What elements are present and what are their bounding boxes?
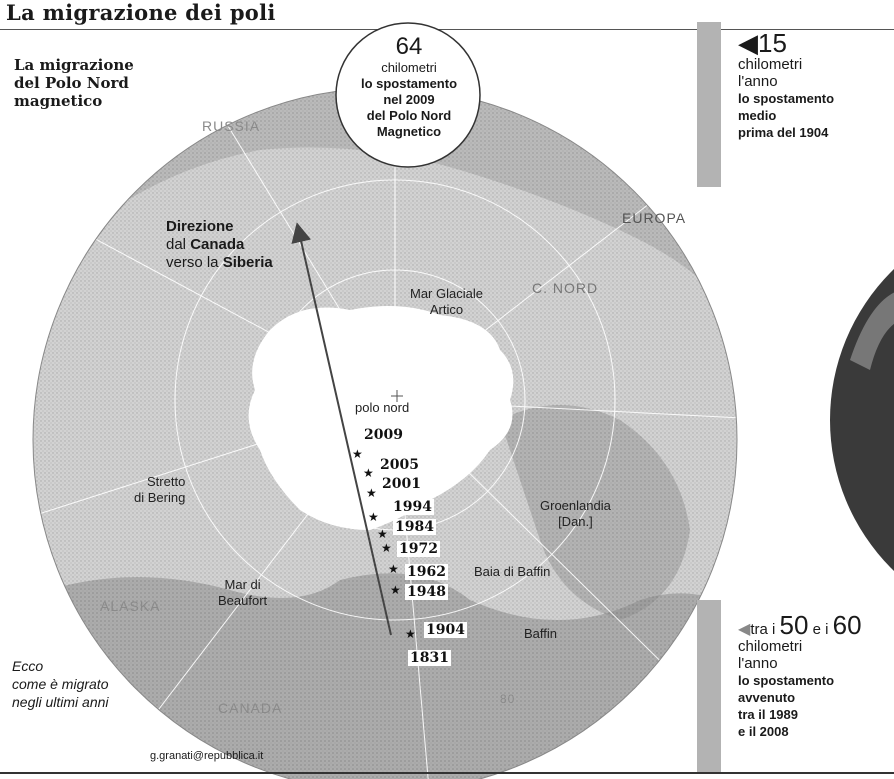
pole-star: ★ <box>390 583 401 597</box>
side-top-line: chilometri <box>738 56 803 73</box>
subtitle-line: magnetico <box>14 92 103 110</box>
side-top-line: l'anno <box>738 73 778 90</box>
direction-text: Siberia <box>222 254 273 271</box>
subtitle-line: del Polo Nord <box>14 74 129 92</box>
bubble-unit: chilometri <box>381 60 437 75</box>
side-bottom-line: avvenuto <box>738 690 796 705</box>
label-line: Artico <box>429 302 464 317</box>
label-latitude-80: 80 <box>500 692 516 706</box>
map-subtitle <box>14 56 184 110</box>
side-top-line: lo spostamento <box>738 91 835 106</box>
label-mar-beaufort <box>218 577 267 609</box>
label-groenlandia <box>540 498 611 530</box>
pole-star: ★ <box>388 562 399 576</box>
label-line: Beaufort <box>218 593 268 608</box>
side-top-line: medio <box>738 108 777 123</box>
label-stretto-bering <box>134 474 185 506</box>
year-label: 1972 <box>399 541 438 557</box>
label-baffin: Baffin <box>524 626 558 641</box>
bubble-line: del Polo Nord <box>366 108 452 123</box>
year-label: 1831 <box>410 650 449 666</box>
side-bottom-mid: e i <box>812 621 829 638</box>
bubble-line: Magnetico <box>376 124 442 139</box>
side-annotation-top <box>738 30 888 141</box>
side-bottom-line: l'anno <box>738 655 778 672</box>
year-label: 1984 <box>395 519 434 535</box>
side-annotation-bottom <box>738 612 894 740</box>
year-label: 2009 <box>364 427 403 443</box>
direction-line: Direzione <box>166 218 234 235</box>
side-bottom-n2: 60 <box>832 610 862 640</box>
pole-star: ★ <box>377 527 388 541</box>
side-bottom-line: tra il 1989 <box>738 707 798 722</box>
credit: g.granati@repubblica.it <box>150 750 264 762</box>
label-line: Stretto <box>147 474 186 489</box>
caption-line: Ecco <box>12 658 44 674</box>
right-globe <box>830 210 894 630</box>
caption-line: negli ultimi anni <box>12 694 109 710</box>
label-c-nord: C. NORD <box>532 280 599 296</box>
pole-star: ★ <box>405 627 416 641</box>
left-triangle-icon: ◀ <box>738 621 751 638</box>
year-label: 1994 <box>393 499 432 515</box>
pole-star: ★ <box>368 510 379 524</box>
side-bottom-line: chilometri <box>738 638 803 655</box>
direction-label <box>166 218 273 272</box>
direction-text: verso la <box>166 254 223 271</box>
label-russia: RUSSIA <box>202 118 261 134</box>
bubble-line: nel 2009 <box>383 92 435 107</box>
bottom-divider <box>0 772 894 774</box>
pole-star: ★ <box>366 486 377 500</box>
side-top-number: 15 <box>758 28 787 58</box>
label-line: di Bering <box>134 490 186 505</box>
side-bottom-line: e il 2008 <box>738 724 789 739</box>
caption-line: come è migrato <box>12 676 109 692</box>
year-label: 2001 <box>382 476 421 492</box>
bubble-number: 64 <box>395 33 423 60</box>
label-canada: CANADA <box>218 700 283 716</box>
year-label: 2005 <box>380 457 419 473</box>
label-line: Mar di <box>224 577 261 592</box>
rate-bar-bottom <box>697 600 721 772</box>
label-line: [Dan.] <box>558 514 593 529</box>
pole-star: ★ <box>363 466 374 480</box>
side-bottom-line: lo spostamento <box>738 673 835 688</box>
year-label: 1904 <box>426 622 465 638</box>
year-label: 1948 <box>407 584 446 600</box>
label-europa: EUROPA <box>622 210 687 226</box>
label-baia-baffin: Baia di Baffin <box>474 564 551 579</box>
left-triangle-icon: ◀ <box>738 28 758 58</box>
label-line: Mar Glaciale <box>410 286 483 301</box>
bubble-line: lo spostamento <box>360 76 458 91</box>
label-polo-nord: polo nord <box>355 400 410 415</box>
pole-star: ★ <box>381 541 392 555</box>
bubble-annotation <box>334 34 484 140</box>
subtitle-line: La migrazione <box>14 56 134 74</box>
year-label: 1962 <box>407 564 446 580</box>
caption <box>12 657 109 711</box>
pole-star: ★ <box>352 447 363 461</box>
rate-bar-top <box>697 22 721 187</box>
direction-text: Canada <box>190 236 245 253</box>
side-bottom-prefix: tra i <box>750 621 776 638</box>
label-line: Groenlandia <box>540 498 611 513</box>
label-alaska: ALASKA <box>100 598 161 614</box>
side-bottom-n1: 50 <box>779 610 809 640</box>
page-title: La migrazione dei poli <box>6 0 276 25</box>
direction-text: dal <box>166 236 191 253</box>
side-top-line: prima del 1904 <box>738 125 829 140</box>
label-mar-glaciale <box>410 286 483 318</box>
